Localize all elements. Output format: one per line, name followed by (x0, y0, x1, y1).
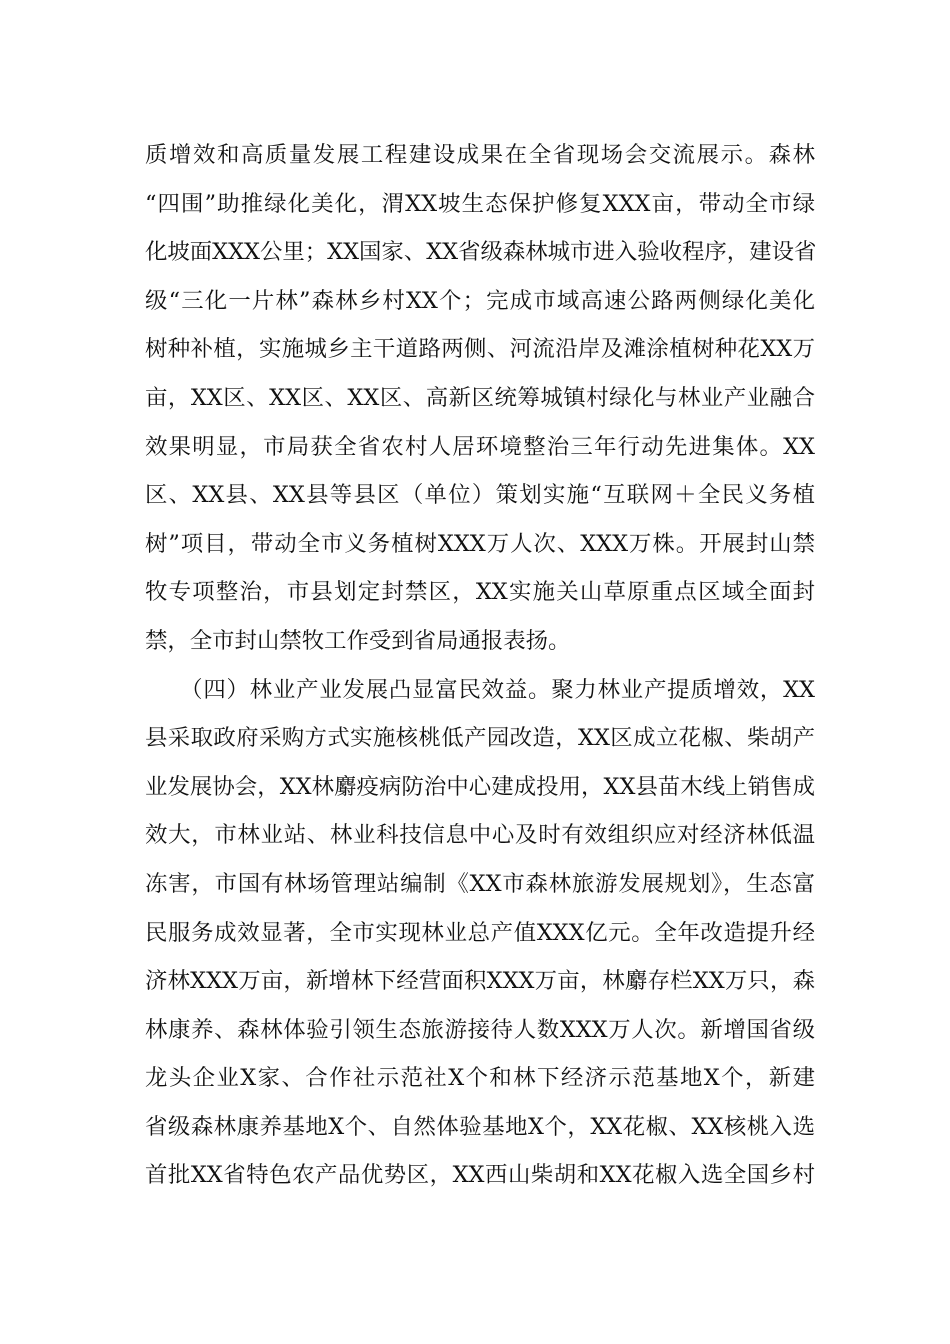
text-line: 省级森林康养基地X个、自然体验基地X个，XX花椒、XX核桃入选 (145, 1113, 815, 1140)
text-line: 化坡面XXX公里；XX国家、XX省级森林城市进入验收程序，建设省 (145, 239, 817, 266)
text-line: 质增效和高质量发展工程建设成果在全省现场会交流展示。森林 (145, 142, 815, 168)
text-line: 龙头企业X家、合作社示范社X个和林下经济示范基地X个，新建 (145, 1065, 815, 1092)
text-line: 冻害，市国有林场管理站编制《XX市森林旅游发展规划》，生态富 (145, 870, 815, 897)
text-line: 首批XX省特色农产品优势区，XX西山柴胡和XX花椒入选全国乡村 (145, 1162, 815, 1189)
text-line: 业发展协会，XX林麝疫病防治中心建成投用，XX县苗木线上销售成 (145, 773, 815, 800)
text-line: 济林XXX万亩，新增林下经营面积XXX万亩，林麝存栏XX万只，森 (145, 968, 815, 995)
text-line: 林康养、森林体验引领生态旅游接待人数XXX万人次。新增国省级 (145, 1016, 815, 1043)
section-heading-line: （四）林业产业发展凸显富民效益。聚力林业产提质增效，XX (145, 676, 815, 703)
text-line: 效果明显，市局获全省农村人居环境整治三年行动先进集体。XX (145, 433, 815, 460)
text-line: 树种补植，实施城乡主干道路两侧、河流沿岸及滩涂植树种花XX万 (145, 336, 815, 363)
text-line: 禁，全市封山禁牧工作受到省局通报表扬。 (145, 627, 571, 654)
body-text (145, 131, 815, 1200)
text-line: 级“三化一片林”森林乡村XX个；完成市域高速公路两侧绿化美化 (145, 287, 815, 314)
text-line: 民服务成效显著，全市实现林业总产值XXX亿元。全年改造提升经 (145, 919, 815, 946)
text-line: “四围”助推绿化美化，渭XX坡生态保护修复XXX亩，带动全市绿 (145, 190, 815, 217)
text-line: 县采取政府采购方式实施核桃低产园改造，XX区成立花椒、柴胡产 (145, 725, 815, 752)
text-line: 效大，市林业站、林业科技信息中心及时有效组织应对经济林低温 (145, 822, 815, 849)
text-line: 亩，XX区、XX区、XX区、高新区统筹城镇村绿化与林业产业融合 (145, 384, 815, 411)
text-line: 区、XX县、XX县等县区（单位）策划实施“互联网＋全民义务植 (145, 482, 815, 509)
text-line: 牧专项整治，市县划定封禁区，XX实施关山草原重点区域全面封 (145, 579, 815, 606)
text-line: 树”项目，带动全市义务植树XXX万人次、XXX万株。开展封山禁 (145, 530, 815, 557)
